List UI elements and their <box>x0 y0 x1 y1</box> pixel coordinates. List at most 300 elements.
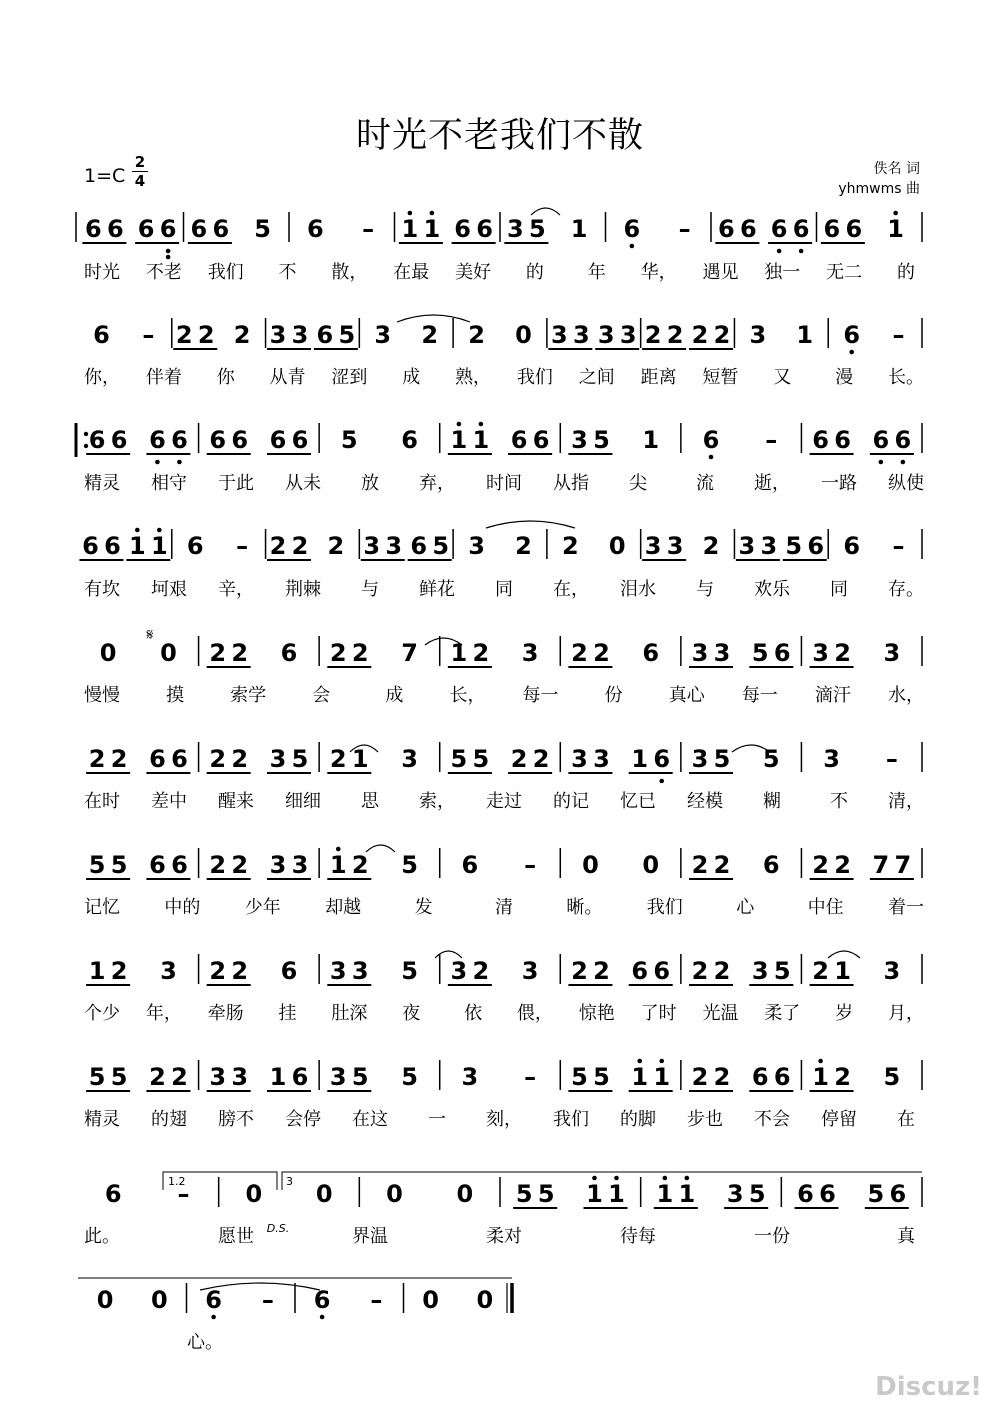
note: 1 <box>631 1063 649 1091</box>
note: 5 <box>785 532 803 560</box>
volta-label-3: 3 <box>286 1175 293 1188</box>
lyric-syllable: 散， <box>331 262 368 283</box>
note: 3 <box>812 639 829 667</box>
lyric-syllable: 思 <box>361 791 379 812</box>
note: 6 <box>316 321 334 349</box>
lyric-syllable: 成 <box>385 685 404 706</box>
lyric-syllable: 走过 <box>486 791 522 812</box>
note: 5 <box>883 1063 901 1091</box>
note: 3 <box>291 321 309 349</box>
lyric-syllable: 依 <box>464 1003 483 1024</box>
lyric-syllable: 步也 <box>687 1109 723 1130</box>
note: 3 <box>823 745 840 773</box>
note: 6 <box>291 426 309 454</box>
lyric-syllable: 摸 <box>166 685 185 706</box>
repeat-dot <box>84 444 88 448</box>
dash-note: – <box>236 532 249 560</box>
dash-note: – <box>142 321 155 349</box>
note: 3 <box>666 532 684 560</box>
lyric-syllable: 与 <box>361 579 379 600</box>
note: 6 <box>843 532 861 560</box>
note: 0 <box>422 1286 439 1314</box>
note: 6 <box>631 957 649 985</box>
note: 2 <box>532 745 550 773</box>
low-octave-dot <box>901 460 906 465</box>
lyric-syllable: 美好 <box>455 262 492 283</box>
note: 2 <box>110 957 128 985</box>
note: 2 <box>691 957 709 985</box>
note: 6 <box>894 426 912 454</box>
lyric-syllable: 的脚 <box>620 1109 656 1130</box>
lyric-syllable: 的 <box>525 262 544 283</box>
lyric-syllable: 晰。 <box>566 897 603 918</box>
note: 5 <box>593 426 610 454</box>
lyric-syllable: 醒来 <box>218 791 254 812</box>
high-octave-dot <box>592 1176 597 1181</box>
note: 6 <box>740 215 757 243</box>
note: 5 <box>432 532 450 560</box>
low-octave-dot <box>320 1315 325 1320</box>
lyric-syllable: 同 <box>830 579 848 600</box>
note: 3 <box>461 1063 479 1091</box>
note: 2 <box>561 532 579 560</box>
dash-note: – <box>524 851 537 879</box>
note: 6 <box>190 215 208 243</box>
note: 6 <box>773 639 791 667</box>
note: 2 <box>351 639 369 667</box>
note: 0 <box>160 639 177 667</box>
dash-note: – <box>177 1180 190 1208</box>
dash-note: – <box>678 215 691 243</box>
lyric-syllable: 水， <box>888 685 924 706</box>
note: 2 <box>327 532 345 560</box>
note: 1 <box>351 745 369 773</box>
lyric-syllable: 发 <box>414 897 433 918</box>
note: 1 <box>834 957 851 985</box>
note: 3 <box>883 957 901 985</box>
note: 1 <box>329 851 347 879</box>
note: 5 <box>713 745 731 773</box>
low-octave-dot <box>777 249 782 254</box>
note: 5 <box>401 1063 418 1091</box>
lyric-syllable: 我们 <box>646 897 683 918</box>
lyric-syllable: 清 <box>495 897 513 918</box>
note: 2 <box>209 957 227 985</box>
note: 5 <box>867 1180 885 1208</box>
lyric-syllable: 不 <box>830 791 848 812</box>
high-octave-dot <box>157 528 162 533</box>
lyric-syllable: 欢乐 <box>754 579 790 600</box>
note: 5 <box>291 745 309 773</box>
note: 6 <box>642 639 660 667</box>
note: 2 <box>691 321 709 349</box>
note: 6 <box>280 639 298 667</box>
note: 6 <box>807 532 825 560</box>
dash-note: – <box>370 1286 383 1314</box>
lyric-syllable: 华， <box>640 262 677 283</box>
note: 2 <box>175 321 193 349</box>
note: 0 <box>582 851 599 879</box>
note: 5 <box>88 1063 106 1091</box>
note: 2 <box>209 851 227 879</box>
key-signature: 1=C <box>84 165 126 187</box>
low-octave-dot <box>799 249 804 254</box>
note: 1 <box>631 745 649 773</box>
low-octave-dot <box>879 460 884 465</box>
note: 1 <box>656 1180 674 1208</box>
lyric-syllable: 中的 <box>164 897 201 918</box>
lyricist-credit: 佚名 词 <box>873 161 920 177</box>
note: 6 <box>773 1063 791 1091</box>
note: 6 <box>461 851 479 879</box>
note: 0 <box>386 1180 403 1208</box>
note: 6 <box>104 1180 122 1208</box>
lyric-syllable: 每一 <box>741 685 778 706</box>
note: 3 <box>160 957 177 985</box>
note: 3 <box>883 639 901 667</box>
slur <box>366 845 395 852</box>
note: 2 <box>713 1063 731 1091</box>
note: 1 <box>450 639 468 667</box>
note: 6 <box>93 321 110 349</box>
note: 1 <box>586 1180 603 1208</box>
low-octave-dot <box>630 244 635 249</box>
note: 3 <box>713 639 731 667</box>
slur <box>531 208 560 215</box>
lyric-syllable: 在最 <box>393 262 430 283</box>
note: 1 <box>642 426 660 454</box>
lyric-syllable: 中住 <box>807 897 844 918</box>
note: 2 <box>291 532 309 560</box>
note: 3 <box>593 745 610 773</box>
lyric-syllable: 愿世 <box>218 1226 254 1247</box>
lyric-syllable: 我们 <box>207 262 244 283</box>
note: 6 <box>104 532 121 560</box>
note: 2 <box>269 532 287 560</box>
note: 7 <box>894 851 912 879</box>
composer-credit: yhmwms 曲 <box>838 181 920 197</box>
lyric-syllable: 遇见 <box>702 262 739 283</box>
lyric-syllable: 岁 <box>835 1003 854 1024</box>
lyric-syllable: 精灵 <box>84 473 120 494</box>
note: 6 <box>280 957 298 985</box>
high-octave-dot <box>637 1059 642 1064</box>
high-octave-dot <box>135 528 140 533</box>
high-octave-dot <box>893 211 898 216</box>
lyric-syllable: 界温 <box>352 1226 388 1247</box>
note: 6 <box>823 215 841 243</box>
lyric-syllable: 细细 <box>285 791 321 812</box>
note: 1 <box>269 1063 287 1091</box>
note: 6 <box>149 851 166 879</box>
note: 2 <box>571 957 588 985</box>
lyric-syllable: 纵使 <box>888 473 924 494</box>
lyric-syllable: 牵肠 <box>207 1003 244 1024</box>
lyric-syllable: 柔了 <box>764 1003 801 1024</box>
note: 3 <box>619 321 637 349</box>
note: 1 <box>887 215 904 243</box>
note: 1 <box>401 215 419 243</box>
lyric-syllable: 逝， <box>754 473 790 494</box>
dash-note: – <box>885 745 898 773</box>
lyric-syllable: 无二 <box>826 262 863 283</box>
lyric-syllable: 从青 <box>269 367 306 388</box>
note: 3 <box>521 957 539 985</box>
note: 6 <box>770 215 788 243</box>
note: 6 <box>751 1063 769 1091</box>
note: 2 <box>231 745 249 773</box>
note: 6 <box>792 215 810 243</box>
lyric-syllable: 差中 <box>151 791 187 812</box>
note: 2 <box>812 851 829 879</box>
lyric-syllable: 弃， <box>419 473 455 494</box>
lyric-syllable: 少年 <box>244 897 281 918</box>
lyric-syllable: 真心 <box>668 685 705 706</box>
note: 2 <box>812 957 829 985</box>
lyric-syllable: 在 <box>897 1109 915 1130</box>
lyric-syllable: 同 <box>495 579 513 600</box>
note: 5 <box>529 215 546 243</box>
high-octave-dot <box>457 422 462 427</box>
low-octave-dot <box>166 255 171 260</box>
lyric-syllable: 伴着 <box>145 367 182 388</box>
lyric-syllable: 待每 <box>620 1226 656 1247</box>
note: 3 <box>691 639 709 667</box>
note: 3 <box>329 1063 347 1091</box>
note: 6 <box>88 426 106 454</box>
high-octave-dot <box>685 1176 690 1181</box>
lyric-syllable: 存。 <box>888 579 924 600</box>
lyric-syllable: 偎， <box>516 1003 553 1024</box>
high-octave-dot <box>430 211 435 216</box>
lyric-syllable: 年， <box>145 1003 182 1024</box>
high-octave-dot <box>336 847 341 852</box>
lyric-syllable: 你 <box>216 367 235 388</box>
note: 6 <box>653 957 671 985</box>
high-octave-dot <box>659 1059 664 1064</box>
note: 5 <box>773 957 791 985</box>
note: 6 <box>107 215 124 243</box>
lyric-syllable: 索学 <box>230 685 267 706</box>
note: 3 <box>231 1063 249 1091</box>
note: 6 <box>834 426 851 454</box>
note: 2 <box>231 851 249 879</box>
lyric-syllable: 每一 <box>522 685 559 706</box>
note: 2 <box>702 532 720 560</box>
lyric-syllable: 肚深 <box>331 1003 368 1024</box>
lyric-syllable: 涩到 <box>331 367 368 388</box>
lyric-syllable: 经模 <box>687 791 723 812</box>
note: 6 <box>812 426 829 454</box>
note: 3 <box>374 321 392 349</box>
note: 5 <box>110 1063 128 1091</box>
ds-marking: D.S. <box>266 1222 290 1235</box>
note: 0 <box>476 1286 494 1314</box>
lyric-syllable: 慢慢 <box>84 685 120 706</box>
note: 5 <box>571 1063 588 1091</box>
note: 3 <box>351 957 369 985</box>
lyric-syllable: 荆棘 <box>285 579 321 600</box>
lyric-syllable: 忆已 <box>620 791 656 812</box>
note: 2 <box>231 639 249 667</box>
note: 6 <box>205 1286 222 1314</box>
low-octave-dot <box>659 779 664 784</box>
note: 6 <box>819 1180 836 1208</box>
lyric-syllable: 漫 <box>835 367 854 388</box>
dash-note: – <box>362 215 375 243</box>
note: 3 <box>269 321 287 349</box>
note: 2 <box>713 851 731 879</box>
note: 2 <box>171 1063 188 1091</box>
note: 6 <box>149 745 166 773</box>
low-octave-dot <box>211 1315 216 1320</box>
note: 0 <box>315 1180 333 1208</box>
lyric-syllable: 与 <box>696 579 714 600</box>
lyric-syllable: 我们 <box>553 1109 589 1130</box>
lyric-syllable: 成 <box>402 367 421 388</box>
note: 6 <box>269 426 287 454</box>
note: 1 <box>796 321 814 349</box>
note: 5 <box>537 1180 555 1208</box>
note: 2 <box>88 745 106 773</box>
note: 6 <box>82 532 99 560</box>
note: 5 <box>351 1063 369 1091</box>
low-octave-dot <box>155 460 160 465</box>
note: 5 <box>401 851 418 879</box>
note: 0 <box>608 532 626 560</box>
note: 3 <box>760 532 778 560</box>
note: 3 <box>401 745 418 773</box>
lyric-syllable: 熟， <box>455 367 492 388</box>
lyric-syllable: 真 <box>897 1226 915 1247</box>
note: 0 <box>96 1286 114 1314</box>
note: 6 <box>410 532 428 560</box>
song-title: 时光不老我们不散 <box>355 116 644 156</box>
note: 6 <box>653 745 671 773</box>
low-octave-dot <box>849 350 854 355</box>
note: 6 <box>231 426 249 454</box>
lyric-syllable: 流 <box>696 473 714 494</box>
note: 1 <box>678 1180 696 1208</box>
note: 6 <box>401 426 418 454</box>
note: 6 <box>843 321 861 349</box>
note: 5 <box>110 851 128 879</box>
note: 7 <box>401 639 418 667</box>
note: 5 <box>762 745 780 773</box>
note: 6 <box>845 215 863 243</box>
note: 3 <box>468 532 485 560</box>
lyric-syllable: 在时 <box>84 791 120 812</box>
lyric-syllable: 挂 <box>278 1003 297 1024</box>
note: 2 <box>691 851 709 879</box>
note: 3 <box>291 851 309 879</box>
lyric-syllable: 放 <box>361 473 379 494</box>
note: 3 <box>521 639 539 667</box>
note: 2 <box>209 639 227 667</box>
note: 3 <box>571 426 588 454</box>
lyric-syllable: 我们 <box>516 367 553 388</box>
note: 3 <box>691 745 709 773</box>
note: 2 <box>644 321 662 349</box>
note: 6 <box>797 1180 814 1208</box>
lyric-syllable: 长。 <box>888 367 924 388</box>
slur <box>486 521 575 528</box>
note: 7 <box>872 851 890 879</box>
note: 6 <box>718 215 735 243</box>
note: 1 <box>450 426 468 454</box>
lyric-syllable: 在， <box>553 579 589 600</box>
lyric-syllable: 光温 <box>702 1003 739 1024</box>
lyric-syllable: 停留 <box>821 1109 857 1130</box>
note: 3 <box>329 957 347 985</box>
lyric-syllable: 柔对 <box>486 1226 522 1247</box>
lyric-syllable: 于此 <box>218 473 254 494</box>
note: 6 <box>872 426 890 454</box>
lyric-syllable: 年 <box>587 262 606 283</box>
lyric-syllable: 惊艳 <box>578 1003 615 1024</box>
lyric-syllable: 滴汗 <box>814 685 851 706</box>
note: 0 <box>151 1286 168 1314</box>
time-signature-numerator: 2 <box>132 153 148 172</box>
note: 6 <box>307 215 324 243</box>
note: 6 <box>171 426 188 454</box>
note: 6 <box>623 215 641 243</box>
note: 6 <box>137 215 155 243</box>
note: 5 <box>751 639 769 667</box>
note: 3 <box>385 532 403 560</box>
note: 1 <box>812 1063 829 1091</box>
note: 2 <box>834 851 851 879</box>
note: 6 <box>889 1180 907 1208</box>
lyric-syllable: 记忆 <box>84 897 120 918</box>
lyric-syllable: 会停 <box>285 1109 321 1130</box>
segno-sign: 𝄋 <box>146 625 154 644</box>
dash-note: – <box>892 321 905 349</box>
note: 5 <box>450 745 468 773</box>
note: 2 <box>472 639 490 667</box>
lyric-syllable: 独一 <box>764 262 801 283</box>
note: 2 <box>834 1063 851 1091</box>
lyric-syllable: 心 <box>736 897 755 918</box>
lyric-syllable: 时间 <box>486 473 522 494</box>
lyric-syllable: 从未 <box>285 473 321 494</box>
low-octave-dot <box>166 249 171 254</box>
note: 0 <box>456 1180 474 1208</box>
note: 3 <box>209 1063 227 1091</box>
lyric-syllable: 索， <box>419 791 455 812</box>
note: 1 <box>128 532 146 560</box>
lyric-syllable: 不老 <box>145 262 182 283</box>
note: 2 <box>713 321 731 349</box>
lyric-syllable: 份 <box>604 685 623 706</box>
lyric-syllable: 你， <box>84 367 120 388</box>
note: 2 <box>834 639 851 667</box>
dash-note: – <box>261 1286 274 1314</box>
high-octave-dot <box>479 422 484 427</box>
note: 6 <box>291 1063 309 1091</box>
note: 3 <box>738 532 756 560</box>
note: 2 <box>691 1063 709 1091</box>
note: 2 <box>593 957 610 985</box>
note: 3 <box>550 321 568 349</box>
lyric-syllable: 在这 <box>352 1109 388 1130</box>
note: 2 <box>351 851 369 879</box>
note: 2 <box>231 957 249 985</box>
note: 3 <box>450 957 468 985</box>
note: 5 <box>340 426 358 454</box>
note: 2 <box>329 639 347 667</box>
lyric-syllable: 的 <box>897 262 915 283</box>
